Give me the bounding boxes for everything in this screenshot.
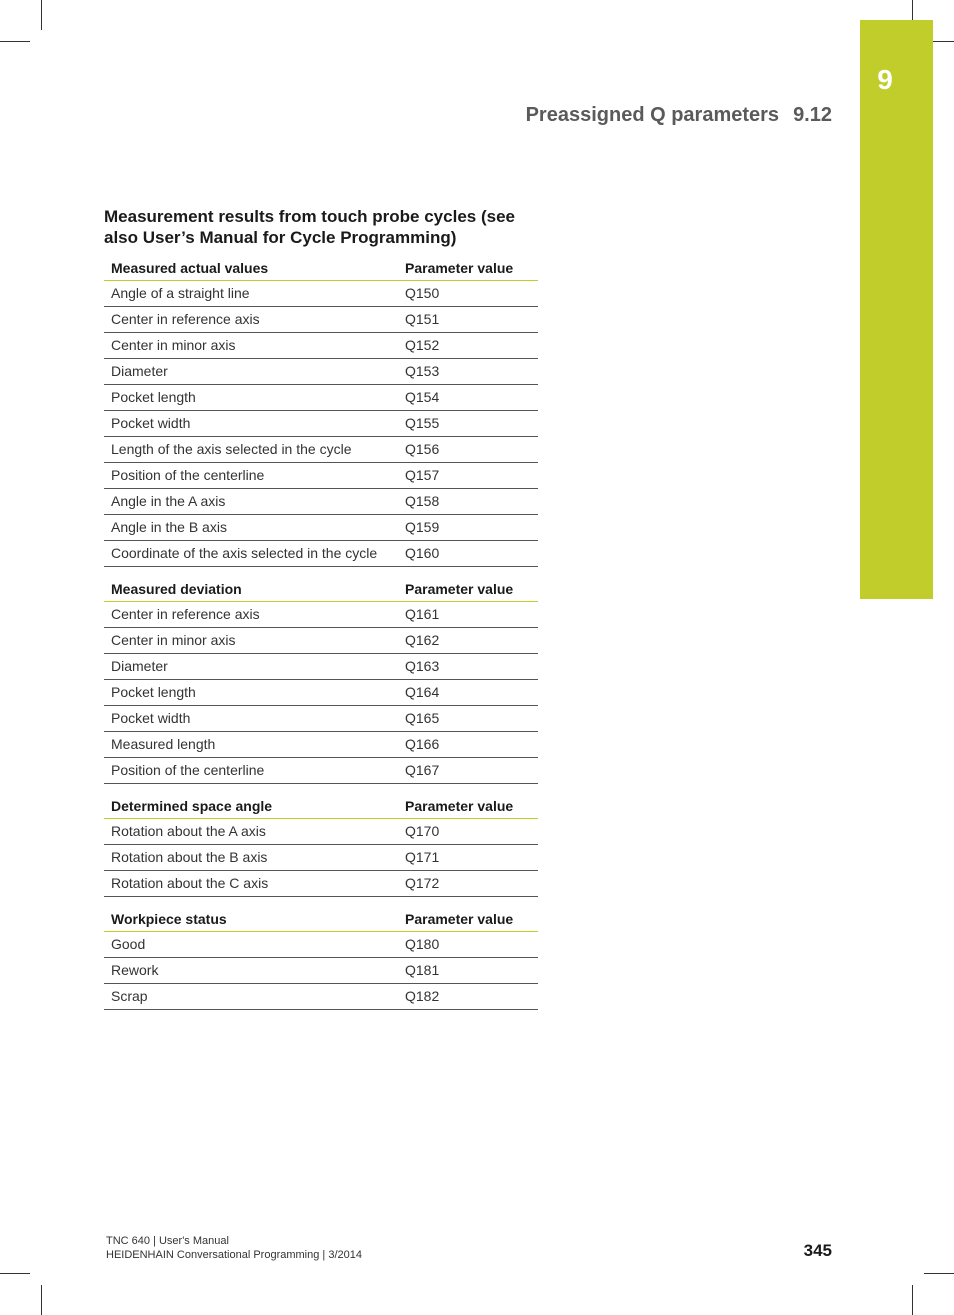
cell-description: Pocket length [104,385,398,411]
cell-description: Angle in the B axis [104,515,398,541]
table-row [104,359,538,385]
cell-parameter: Q157 [398,463,538,489]
cell-description: Diameter [104,359,398,385]
table-spacer [104,784,538,794]
crop-mark [41,1285,42,1315]
parameter-tables [104,256,538,1010]
cell-parameter: Q154 [398,385,538,411]
table-header-row [104,256,538,281]
cell-parameter: Q151 [398,307,538,333]
footer-line-1: TNC 640 | User's Manual [106,1235,229,1247]
cell-parameter: Q165 [398,706,538,732]
column-header-parameter: Parameter value [398,577,538,602]
cell-parameter: Q167 [398,758,538,784]
table-row [104,333,538,359]
cell-description: Length of the axis selected in the cycle [104,437,398,463]
cell-description: Coordinate of the axis selected in the cycle [104,541,398,567]
cell-description: Rework [104,958,398,984]
column-header-description: Workpiece status [104,907,398,932]
cell-description: Center in minor axis [104,628,398,654]
cell-parameter: Q164 [398,680,538,706]
table-row [104,758,538,784]
cell-parameter: Q150 [398,281,538,307]
table-row [104,437,538,463]
table-row [104,845,538,871]
column-header-parameter: Parameter value [398,256,538,281]
cell-parameter: Q161 [398,602,538,628]
cell-parameter: Q152 [398,333,538,359]
column-header-description: Measured actual values [104,256,398,281]
cell-description: Angle of a straight line [104,281,398,307]
cell-parameter: Q162 [398,628,538,654]
cell-parameter: Q182 [398,984,538,1010]
cell-description: Center in reference axis [104,602,398,628]
chapter-number: 9 [877,64,893,95]
table-spacer [104,897,538,907]
table-row [104,541,538,567]
cell-parameter: Q158 [398,489,538,515]
table-row [104,385,538,411]
table-row [104,411,538,437]
cell-description: Center in reference axis [104,307,398,333]
cell-description: Good [104,932,398,958]
cell-parameter: Q170 [398,819,538,845]
cell-description: Pocket width [104,706,398,732]
table-row [104,628,538,654]
table-row [104,281,538,307]
column-header-parameter: Parameter value [398,907,538,932]
crop-mark [0,1273,30,1274]
table-row [104,680,538,706]
crop-mark [0,41,30,42]
table-row [104,732,538,758]
page-footer [106,1234,362,1262]
table-row [104,489,538,515]
section-title: Measurement results from touch probe cycles (see also User’s Manual for Cycle Programming) [104,207,515,247]
cell-description: Pocket length [104,680,398,706]
cell-description: Position of the centerline [104,758,398,784]
cell-description: Rotation about the A axis [104,819,398,845]
crop-mark [912,1285,913,1315]
table-row [104,932,538,958]
table-row [104,515,538,541]
cell-parameter: Q180 [398,932,538,958]
cell-parameter: Q159 [398,515,538,541]
table-row [104,706,538,732]
cell-description: Pocket width [104,411,398,437]
cell-description: Position of the centerline [104,463,398,489]
cell-description: Rotation about the C axis [104,871,398,897]
column-header-description: Determined space angle [104,794,398,819]
header-title: Preassigned Q parameters [525,104,780,126]
table-row [104,602,538,628]
chapter-tab [860,20,933,599]
parameter-table [104,256,538,567]
cell-parameter: Q172 [398,871,538,897]
table-header-row [104,794,538,819]
column-header-parameter: Parameter value [398,794,538,819]
cell-parameter: Q153 [398,359,538,385]
crop-mark [41,0,42,30]
table-row [104,463,538,489]
table-header-row [104,907,538,932]
crop-mark [924,1273,954,1274]
table-row [104,654,538,680]
cell-parameter: Q160 [398,541,538,567]
table-row [104,819,538,845]
table-header-row [104,577,538,602]
parameter-table [104,794,538,897]
table-spacer [104,567,538,577]
cell-parameter: Q171 [398,845,538,871]
page-number: 345 [803,1241,832,1260]
cell-parameter: Q156 [398,437,538,463]
cell-parameter: Q163 [398,654,538,680]
parameter-table [104,577,538,784]
cell-description: Center in minor axis [104,333,398,359]
header-section: 9.12 [793,104,832,126]
cell-description: Diameter [104,654,398,680]
cell-description: Scrap [104,984,398,1010]
cell-description: Rotation about the B axis [104,845,398,871]
table-row [104,958,538,984]
parameter-table [104,907,538,1010]
table-row [104,307,538,333]
table-row [104,871,538,897]
cell-description: Angle in the A axis [104,489,398,515]
table-row [104,984,538,1010]
cell-parameter: Q155 [398,411,538,437]
running-header [526,104,832,127]
column-header-description: Measured deviation [104,577,398,602]
cell-description: Measured length [104,732,398,758]
footer-line-2: HEIDENHAIN Conversational Programming | 3/2014 [106,1249,362,1261]
cell-parameter: Q181 [398,958,538,984]
cell-parameter: Q166 [398,732,538,758]
